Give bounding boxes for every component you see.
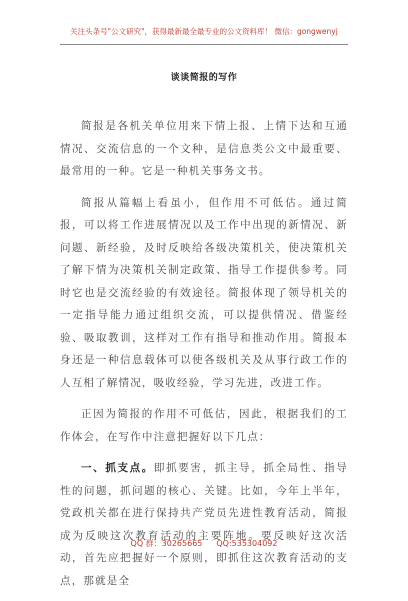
point-one-paragraph: [60, 457, 348, 592]
footer-qq: QQ:535304092: [216, 539, 278, 548]
footer-contact: [0, 538, 408, 549]
point-one-text: 即抓要害，抓主导，抓全局性、指导性的问题，抓问题的核心、关键。比如，今年上半年，党政机关都在进行保持共产党员先进性教育活动，简报成为反映这次教育活动的主要阵地。要反映好这次活动，首先应把握好一个原则，即抓住这次教育活动的支点，那就是全: [60, 462, 349, 587]
paragraph: 简报从篇幅上看虽小，但作用不可低估。通过简报，可以将工作进展情况以及工作中出现的新情况、新问题、新经验，及时反映给各级决策机关，使决策机关了解下情为决策机关制定政策、指导工作提供参考。同时它也是交流经验的有效途径。简报体现了领导机关的一定指导能力通过组织交流，可以提供情况、借鉴经验、吸取教训，这样对工作有指导和推动作用。简报本身还是一种信息载体可以使各级机关及从事行政工作的人互相了解情况，吸收经验，学习先进，改进工作。: [60, 196, 348, 389]
paragraph: 正因为简报的作用不可低估，因此，根据我们的工作体会，在写作中注意把握好以下几点：: [60, 408, 348, 443]
document-body: [60, 115, 348, 601]
header-divider: [60, 44, 348, 45]
document-title: 谈谈简报的写作: [170, 73, 238, 83]
paragraph: 简报是各机关单位用来下情上报、上情下达和互通情况、交流信息的一个文种，是信息类公文中最重要、最常用的一种。它是一种机关事务文书。: [60, 120, 348, 177]
point-one-lead: 一、抓支点。: [81, 462, 154, 474]
header-note: 关注头条号"公文研究"，获得最新最全最专业的公文资料库！ 微信：gongwenyj: [70, 27, 338, 36]
footer-qq-group: QQ 群：30265665: [130, 539, 203, 548]
